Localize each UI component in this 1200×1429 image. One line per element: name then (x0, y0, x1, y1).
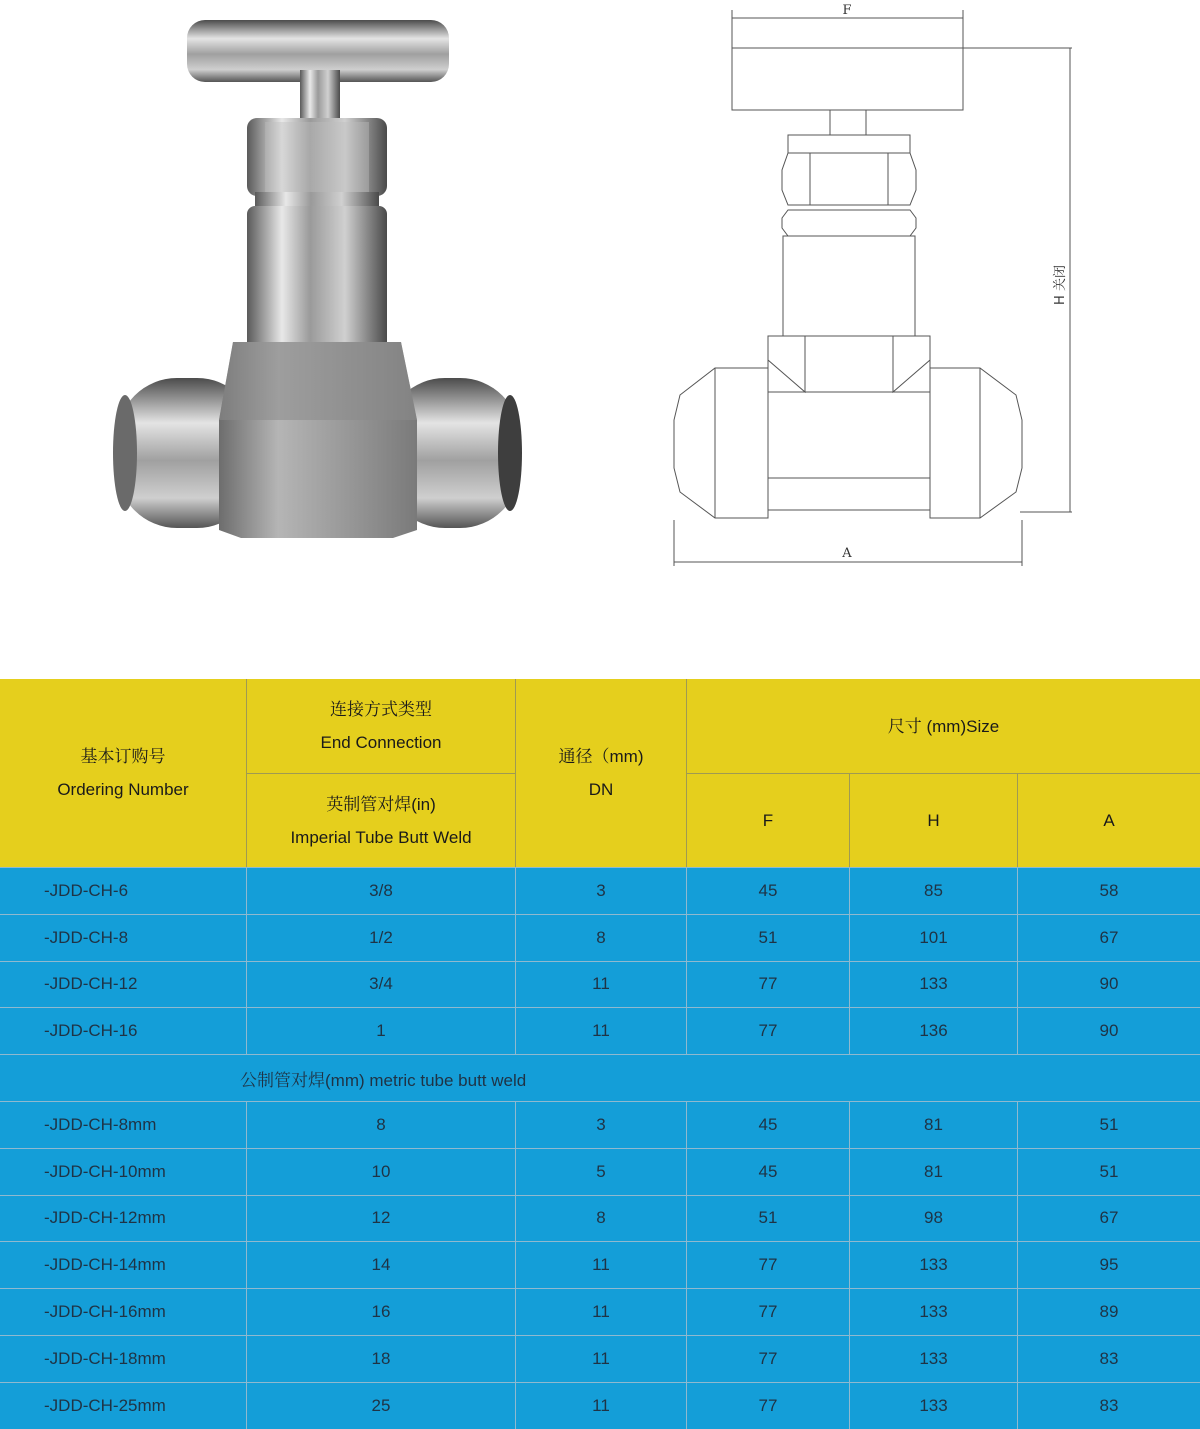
cell-a: 67 (1017, 1195, 1200, 1242)
cell-a: 51 (1017, 1101, 1200, 1148)
header-end-connection-cn: 连接方式类型 (330, 700, 432, 719)
cell-code: -JDD-CH-25mm (0, 1382, 246, 1429)
cell-code: -JDD-CH-8mm (0, 1101, 246, 1148)
cell-a: 67 (1017, 914, 1200, 961)
cell-dn: 11 (515, 1007, 686, 1054)
header-imperial-cn: 英制管对焊(in) (326, 794, 436, 814)
header-end-connection-en: End Connection (320, 733, 442, 752)
cell-tube: 1/2 (246, 914, 515, 961)
cell-tube: 25 (246, 1382, 515, 1429)
cell-tube: 8 (246, 1101, 515, 1148)
cell-f: 77 (686, 1241, 849, 1288)
cell-code: -JDD-CH-16mm (0, 1288, 246, 1335)
specification-table (0, 679, 1200, 1429)
cell-a: 90 (1017, 961, 1200, 1008)
cell-h: 101 (849, 914, 1017, 961)
cell-dn: 11 (515, 1335, 686, 1382)
cell-code: -JDD-CH-14mm (0, 1241, 246, 1288)
cell-a: 51 (1017, 1148, 1200, 1195)
header-end-connection (246, 679, 515, 773)
cell-tube: 18 (246, 1335, 515, 1382)
cell-h: 136 (849, 1007, 1017, 1054)
cell-tube: 3/8 (246, 867, 515, 914)
cell-tube: 16 (246, 1288, 515, 1335)
header-ordering-en: Ordering Number (57, 780, 189, 799)
cell-f: 77 (686, 1288, 849, 1335)
cell-dn: 3 (515, 1101, 686, 1148)
cell-dn: 11 (515, 1288, 686, 1335)
header-size-label: 尺寸 (mm)Size (887, 716, 1000, 736)
cell-f: 77 (686, 1007, 849, 1054)
dimension-h-label: H 关闭 (1053, 265, 1068, 305)
cell-h: 133 (849, 961, 1017, 1008)
cell-dn: 11 (515, 1241, 686, 1288)
cell-tube: 10 (246, 1148, 515, 1195)
cell-dn: 11 (515, 1382, 686, 1429)
cell-dn: 8 (515, 914, 686, 961)
valve-photo (95, 10, 535, 550)
header-dn-cn: 通径（mm) (558, 747, 644, 766)
header-f-label: F (762, 811, 774, 830)
cell-a: 95 (1017, 1241, 1200, 1288)
cell-h: 133 (849, 1288, 1017, 1335)
cell-f: 77 (686, 961, 849, 1008)
cell-code: -JDD-CH-8 (0, 914, 246, 961)
header-h-label: H (927, 811, 940, 830)
cell-dn: 11 (515, 961, 686, 1008)
header-ordering-number (0, 679, 246, 867)
cell-a: 89 (1017, 1288, 1200, 1335)
cell-h: 81 (849, 1148, 1017, 1195)
cell-code: -JDD-CH-10mm (0, 1148, 246, 1195)
cell-f: 51 (686, 914, 849, 961)
cell-code: -JDD-CH-16 (0, 1007, 246, 1054)
cell-h: 133 (849, 1335, 1017, 1382)
dimension-f-label: F (842, 3, 852, 18)
header-imperial-en: Imperial Tube Butt Weld (290, 827, 472, 847)
cell-f: 45 (686, 867, 849, 914)
header-f (686, 773, 849, 867)
header-h (849, 773, 1017, 867)
cell-code: -JDD-CH-18mm (0, 1335, 246, 1382)
cell-tube: 1 (246, 1007, 515, 1054)
cell-h: 81 (849, 1101, 1017, 1148)
cell-f: 77 (686, 1382, 849, 1429)
dimension-a-label: A (842, 546, 852, 561)
valve-dimension-drawing (660, 0, 1090, 580)
cell-a: 58 (1017, 867, 1200, 914)
cell-code: -JDD-CH-12mm (0, 1195, 246, 1242)
cell-f: 45 (686, 1148, 849, 1195)
cell-a: 83 (1017, 1382, 1200, 1429)
cell-dn: 3 (515, 867, 686, 914)
header-dn (515, 679, 686, 867)
cell-h: 133 (849, 1241, 1017, 1288)
cell-h: 85 (849, 867, 1017, 914)
cell-h: 133 (849, 1382, 1017, 1429)
header-imperial-tube (246, 773, 515, 867)
metric-section-label: 公制管对焊(mm) metric tube butt weld (0, 1054, 1200, 1101)
header-dn-en: DN (588, 780, 614, 799)
header-a (1017, 773, 1200, 867)
cell-dn: 5 (515, 1148, 686, 1195)
cell-f: 45 (686, 1101, 849, 1148)
cell-tube: 3/4 (246, 961, 515, 1008)
header-ordering-cn: 基本订购号 (80, 747, 166, 766)
cell-a: 83 (1017, 1335, 1200, 1382)
cell-tube: 14 (246, 1241, 515, 1288)
cell-a: 90 (1017, 1007, 1200, 1054)
cell-h: 98 (849, 1195, 1017, 1242)
cell-tube: 12 (246, 1195, 515, 1242)
cell-code: -JDD-CH-6 (0, 867, 246, 914)
cell-f: 77 (686, 1335, 849, 1382)
cell-dn: 8 (515, 1195, 686, 1242)
header-size (686, 679, 1200, 773)
cell-code: -JDD-CH-12 (0, 961, 246, 1008)
cell-f: 51 (686, 1195, 849, 1242)
header-a-label: A (1103, 811, 1115, 830)
